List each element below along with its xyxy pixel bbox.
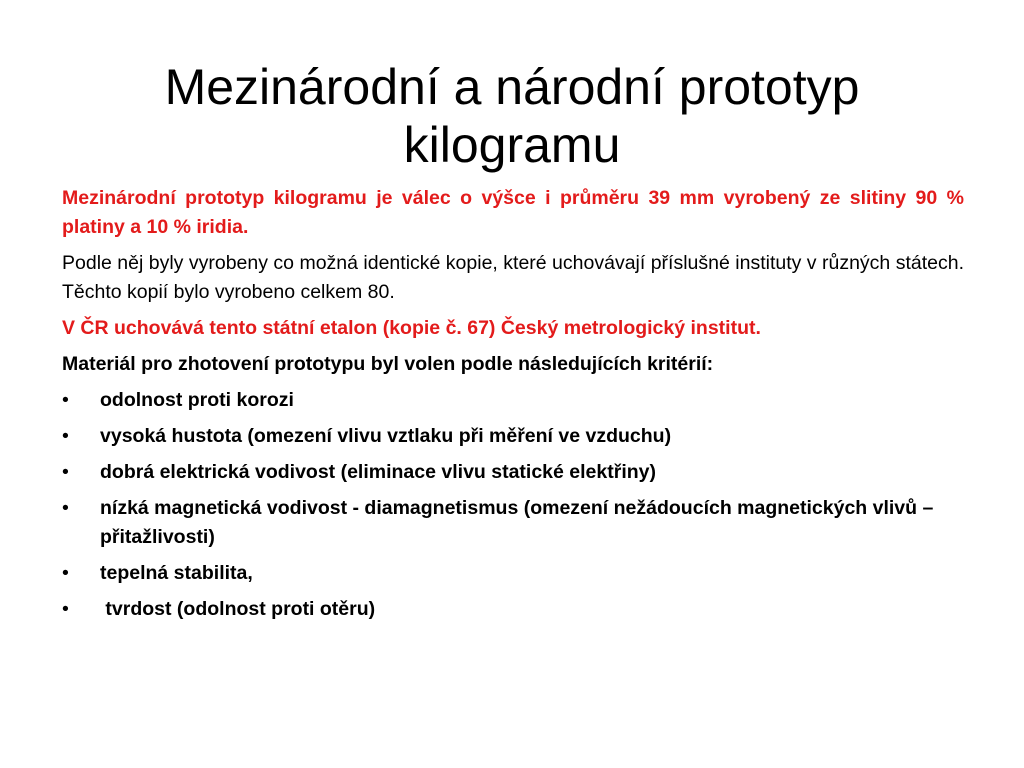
list-item-text: odolnost proti korozi — [100, 389, 294, 411]
list-item-text: dobrá elektrická vodivost (eliminace vlivu statické elektřiny) — [100, 461, 656, 483]
slide-content — [62, 184, 964, 631]
copies-paragraph: Podle něj byly vyrobeny co možná identické kopie, které uchovávají příslušné instituty v různých státech. Těchto kopií bylo vyrobeno celkem 80. — [62, 252, 964, 303]
list-item — [62, 595, 964, 624]
czech-etalon-paragraph: V ČR uchovává tento státní etalon (kopie č. 67) Český metrologický institut. — [62, 317, 761, 339]
criteria-list — [62, 386, 964, 624]
slide-title: Mezinárodní a národní prototyp kilogramu — [164, 58, 860, 173]
list-item-text: tvrdost (odolnost proti otěru) — [100, 598, 376, 620]
criteria-heading: Materiál pro zhotovení prototypu byl volen podle následujících kritérií: — [62, 353, 714, 375]
intro-paragraph: Mezinárodní prototyp kilogramu je válec o výšce i průměru 39 mm vyrobený ze slitiny 90 % platiny a 10 % iridia. — [62, 187, 964, 238]
list-item — [62, 458, 964, 487]
list-item — [62, 494, 964, 552]
list-item — [62, 559, 964, 588]
bullet-icon: • — [62, 461, 69, 483]
list-item-text: vysoká hustota (omezení vlivu vztlaku při měření ve vzduchu) — [100, 425, 672, 447]
bullet-icon: • — [62, 562, 69, 584]
bullet-icon: • — [62, 425, 69, 447]
bullet-icon: • — [62, 598, 69, 620]
list-item-text: tepelná stabilita, — [100, 562, 253, 584]
bullet-icon: • — [62, 389, 69, 411]
list-item — [62, 422, 964, 451]
bullet-icon: • — [62, 497, 69, 519]
list-item — [62, 386, 964, 415]
list-item-text: nízká magnetická vodivost - diamagnetismus (omezení nežádoucích magnetických vlivů – přitažlivosti) — [100, 497, 934, 548]
